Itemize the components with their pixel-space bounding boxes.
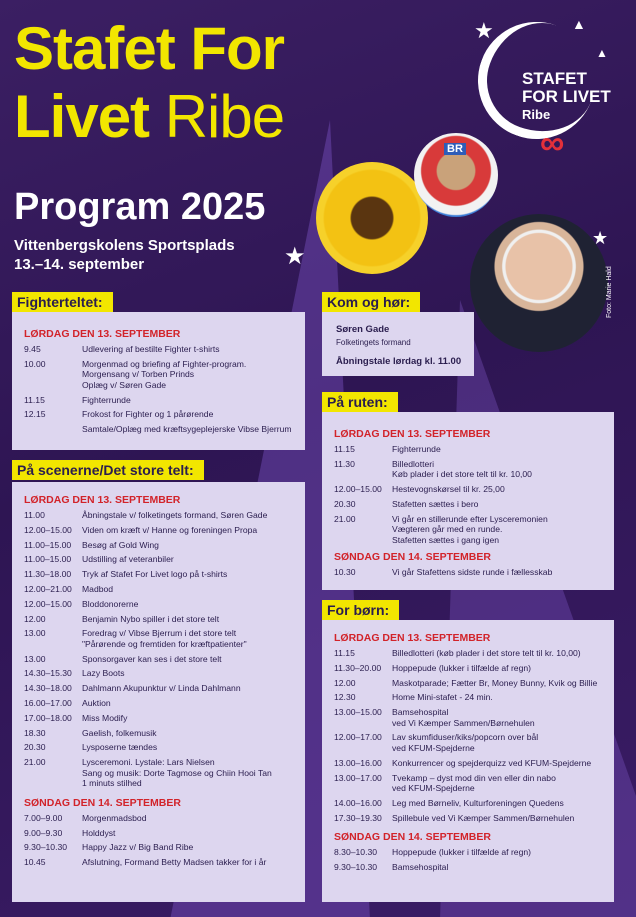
schedule-text: Hoppepude (lukker i tilfælde af regn) — [392, 662, 532, 673]
star-icon: ★ — [284, 243, 306, 270]
schedule-text: Frokost for Fighter og 1 pårørende — [82, 409, 214, 420]
schedule-text: Tvekamp – dyst mod din ven eller din nabo ved KFUM-Spejderne — [392, 772, 556, 794]
schedule-row — [334, 663, 608, 674]
schedule-time: 11.30 — [334, 458, 355, 469]
schedule-time: 11.15 — [334, 444, 355, 454]
schedule-text: Fighterrunde — [392, 444, 441, 454]
program-heading: Program 2025 — [14, 186, 266, 228]
speaker-portrait — [470, 214, 608, 352]
schedule-time: 9.00–9.30 — [24, 827, 63, 838]
panel-title: Fighterteltet: — [12, 292, 113, 312]
schedule-row — [334, 732, 608, 753]
schedule-text: Lazy Boots — [82, 668, 125, 679]
schedule-text: Fighterrunde — [82, 394, 131, 405]
panel-ruten — [322, 412, 614, 590]
schedule-time: 12.30 — [334, 692, 356, 703]
schedule-time: 9.30–10.30 — [334, 861, 378, 872]
schedule-time: 18.30 — [24, 727, 46, 738]
schedule-time: 12.00–15.00 — [24, 598, 72, 609]
schedule-row — [24, 857, 299, 868]
schedule-text: Hoppepude (lukker i tilfælde af regn) — [392, 847, 532, 858]
schedule-row — [334, 459, 608, 480]
schedule-time: 10.00 — [24, 358, 46, 369]
schedule-time: 21.00 — [334, 513, 356, 524]
schedule-row — [24, 742, 299, 753]
schedule-text: Sponsorgaver kan ses i det store telt — [82, 653, 222, 664]
schedule-row — [24, 757, 299, 789]
schedule-time: 11.15 — [24, 394, 45, 405]
schedule-text: Home Mini-stafet - 24 min. — [392, 692, 493, 703]
schedule-row — [334, 484, 608, 495]
schedule-text: Bamsehospital ved Vi Kæmper Sammen/Børnehulen — [392, 707, 535, 728]
day-heading: LØRDAG DEN 13. SEPTEMBER — [334, 632, 491, 644]
schedule-row — [24, 599, 299, 610]
schedule-time: 12.00–15.00 — [334, 484, 382, 495]
schedule-text: Vi går en stillerunde efter Lysceremonien Vægteren går med en runde. Stafetten sættes i gang igen — [392, 513, 548, 545]
schedule-row — [24, 654, 299, 665]
schedule-row — [24, 828, 299, 839]
schedule-text: Udstilling af veteranbiler — [82, 554, 174, 565]
panel-born — [322, 620, 614, 902]
schedule-time: 14.00–16.00 — [334, 797, 382, 808]
schedule-text: Morgenmad og briefing af Fighter-program. Morgensang v/ Torben Prinds Oplæg v/ Søren Gade — [82, 358, 247, 390]
schedule-row — [334, 567, 608, 578]
schedule-row — [334, 499, 608, 510]
schedule-time: 13.00 — [24, 628, 46, 639]
schedule-time: 14.30–18.00 — [24, 683, 72, 694]
schedule-row — [24, 813, 299, 824]
star-icon: ▲ — [596, 46, 608, 60]
schedule-text: Dahlmann Akupunktur v/ Linda Dahlmann — [82, 683, 241, 694]
schedule-time: 20.30 — [334, 498, 356, 509]
schedule-list — [24, 344, 299, 435]
schedule-time: 17.00–18.00 — [24, 712, 72, 723]
infinity-logo-icon: ∞ — [540, 124, 565, 162]
schedule-text: Miss Modify — [82, 712, 128, 723]
star-icon: ★ — [592, 228, 609, 248]
schedule-text: Vi går Stafettens sidste runde i fællesskab — [392, 567, 553, 578]
schedule-row — [334, 847, 608, 858]
schedule-time: 12.00–21.00 — [24, 583, 72, 594]
schedule-row — [24, 554, 299, 565]
schedule-row — [24, 409, 299, 420]
panel-title: For børn: — [322, 600, 399, 620]
schedule-row — [334, 773, 608, 794]
schedule-text: Gaelish, folkemusik — [82, 727, 157, 738]
schedule-list — [24, 510, 299, 789]
schedule-text: Leg med Børneliv, Kulturforeningen Quedens — [392, 797, 564, 808]
speech-time: Åbningstale lørdag kl. 11.00 — [336, 356, 462, 367]
schedule-row — [24, 668, 299, 679]
schedule-row — [24, 569, 299, 580]
schedule-row — [24, 395, 299, 406]
schedule-time — [24, 424, 82, 435]
speaker-role: Folketingets formand — [336, 338, 411, 347]
schedule-time: 10.45 — [24, 857, 46, 868]
schedule-text: Auktion — [82, 698, 111, 709]
schedule-time: 14.30–15.30 — [24, 668, 72, 679]
schedule-row — [24, 698, 299, 709]
schedule-text: Udlevering af bestilte Fighter t-shirts — [82, 344, 220, 354]
day-heading: SØNDAG DEN 14. SEPTEMBER — [24, 796, 181, 809]
schedule-time: 20.30 — [24, 742, 46, 753]
mascot-image: BR — [414, 133, 498, 217]
schedule-text: Besøg af Gold Wing — [82, 539, 159, 550]
schedule-time: 11.30–18.00 — [24, 569, 72, 580]
schedule-row — [24, 683, 299, 694]
schedule-time: 7.00–9.00 — [24, 812, 63, 823]
day-heading: SØNDAG DEN 14. SEPTEMBER — [334, 551, 491, 564]
schedule-list — [334, 444, 608, 545]
schedule-text: Tryk af Stafet For Livet logo på t-shirts — [82, 569, 228, 580]
schedule-row — [334, 678, 608, 689]
schedule-text: Konkurrencer og spejderquizz ved KFUM-Spejderne — [392, 757, 592, 768]
schedule-text: Happy Jazz v/ Big Band Ribe — [82, 842, 194, 853]
schedule-text: Spillebule ved Vi Kæmper Sammen/Børnehulen — [392, 812, 575, 823]
schedule-time: 12.00–17.00 — [334, 732, 382, 743]
logo-text: STAFET FOR LIVET Ribe — [522, 69, 611, 122]
schedule-time: 11.00–15.00 — [24, 554, 72, 565]
schedule-time: 10.30 — [334, 567, 356, 578]
schedule-row — [334, 758, 608, 769]
schedule-time: 13.00–16.00 — [334, 757, 382, 768]
schedule-text: Lav skumfiduser/kiks/popcorn over bål ved KFUM-Spejderne — [392, 732, 539, 753]
day-heading: LØRDAG DEN 13. SEPTEMBER — [24, 494, 181, 506]
title-line2: Livet Ribe — [14, 83, 285, 150]
speaker-name: Søren Gade — [336, 324, 390, 335]
day-heading: LØRDAG DEN 13. SEPTEMBER — [24, 328, 181, 340]
schedule-row — [334, 692, 608, 703]
schedule-list — [334, 648, 608, 823]
schedule-time: 12.00–15.00 — [24, 524, 72, 535]
schedule-time: 17.30–19.30 — [334, 812, 382, 823]
schedule-time: 13.00 — [24, 653, 46, 664]
panel-title: På ruten: — [322, 392, 398, 412]
photo-credit: Foto: Marie Hald — [606, 266, 613, 318]
sunflower-image — [316, 162, 428, 274]
schedule-text: Stafetten sættes i bero — [392, 498, 479, 509]
schedule-text: Lysposerne tændes — [82, 742, 158, 753]
schedule-time: 21.00 — [24, 757, 46, 768]
venue-dates: Vittenbergskolens Sportsplads 13.–14. september — [14, 237, 235, 273]
schedule-list — [24, 813, 299, 868]
schedule-row — [24, 344, 299, 355]
schedule-time: 12.00 — [334, 677, 356, 688]
schedule-time: 13.00–17.00 — [334, 772, 382, 783]
schedule-text: Hestevognskørsel til kr. 25,00 — [392, 484, 505, 495]
schedule-text: Viden om kræft v/ Hanne og foreningen Propa — [82, 524, 258, 535]
schedule-row — [334, 444, 608, 455]
day-heading: SØNDAG DEN 14. SEPTEMBER — [334, 831, 491, 844]
schedule-row — [24, 510, 299, 521]
schedule-time: 12.15 — [24, 409, 46, 420]
panel-fighter — [12, 312, 305, 450]
schedule-row — [24, 359, 299, 391]
schedule-text: Madbod — [82, 583, 114, 594]
schedule-time: 9.30–10.30 — [24, 842, 68, 853]
schedule-row — [334, 862, 608, 873]
schedule-text: Bamsehospital — [392, 861, 449, 872]
schedule-text: Åbningstale v/ folketingets formand, Søren Gade — [82, 510, 268, 520]
schedule-row — [24, 713, 299, 724]
schedule-time: 11.00 — [24, 510, 45, 520]
schedule-row — [24, 614, 299, 625]
schedule-row — [24, 584, 299, 595]
schedule-row — [334, 707, 608, 728]
schedule-text: Billedlotteri Køb plader i det store telt til kr. 10,00 — [392, 458, 532, 480]
schedule-text: Lysceremoni. Lystale: Lars Nielsen Sang og musik: Dorte Tagmose og Chiin Hooi Tan 1 minuts stilhed — [82, 757, 272, 789]
schedule-text: Maskotparade; Fætter Br, Money Bunny, Kvik og Billie — [392, 677, 598, 688]
panel-scene — [12, 482, 305, 902]
panel-kom — [322, 312, 474, 376]
panel-title: På scenerne/Det store telt: — [12, 460, 204, 480]
schedule-row — [24, 540, 299, 551]
title-line1: Stafet For — [14, 15, 285, 82]
schedule-time: 11.30–20.00 — [334, 662, 382, 673]
day-heading: LØRDAG DEN 13. SEPTEMBER — [334, 428, 491, 440]
schedule-text: Samtale/Oplæg med kræftsygeplejerske Vibse Bjerrum — [82, 424, 292, 435]
schedule-time: 16.00–17.00 — [24, 698, 72, 709]
schedule-row — [24, 525, 299, 536]
schedule-text: Afslutning, Formand Betty Madsen takker for i år — [82, 857, 267, 868]
star-icon: ★ — [474, 18, 494, 43]
schedule-list — [334, 567, 608, 578]
schedule-list — [334, 847, 608, 872]
schedule-text: Billedlotteri (køb plader i det store telt til kr. 10,00) — [392, 648, 581, 658]
schedule-row — [24, 842, 299, 853]
schedule-row — [24, 628, 299, 649]
schedule-text: Benjamin Nybo spiller i det store telt — [82, 613, 220, 624]
schedule-row — [24, 424, 299, 435]
schedule-text: Holddyst — [82, 827, 116, 838]
schedule-text: Bloddonorerne — [82, 598, 139, 609]
schedule-time: 9.45 — [24, 344, 41, 354]
schedule-time: 8.30–10.30 — [334, 847, 378, 858]
schedule-time: 12.00 — [24, 613, 46, 624]
schedule-time: 11.15 — [334, 648, 355, 658]
schedule-row — [334, 813, 608, 824]
schedule-row — [24, 728, 299, 739]
schedule-row — [334, 514, 608, 546]
star-icon: ▲ — [572, 16, 586, 32]
schedule-text: Morgenmadsbod — [82, 812, 147, 823]
panel-title: Kom og hør: — [322, 292, 420, 312]
schedule-row — [334, 798, 608, 809]
schedule-text: Foredrag v/ Vibse Bjerrum i det store telt "Pårørende og fremtiden for kræftpatienter" — [82, 628, 247, 649]
schedule-time: 13.00–15.00 — [334, 707, 382, 718]
schedule-time: 11.00–15.00 — [24, 539, 72, 550]
schedule-row — [334, 648, 608, 659]
